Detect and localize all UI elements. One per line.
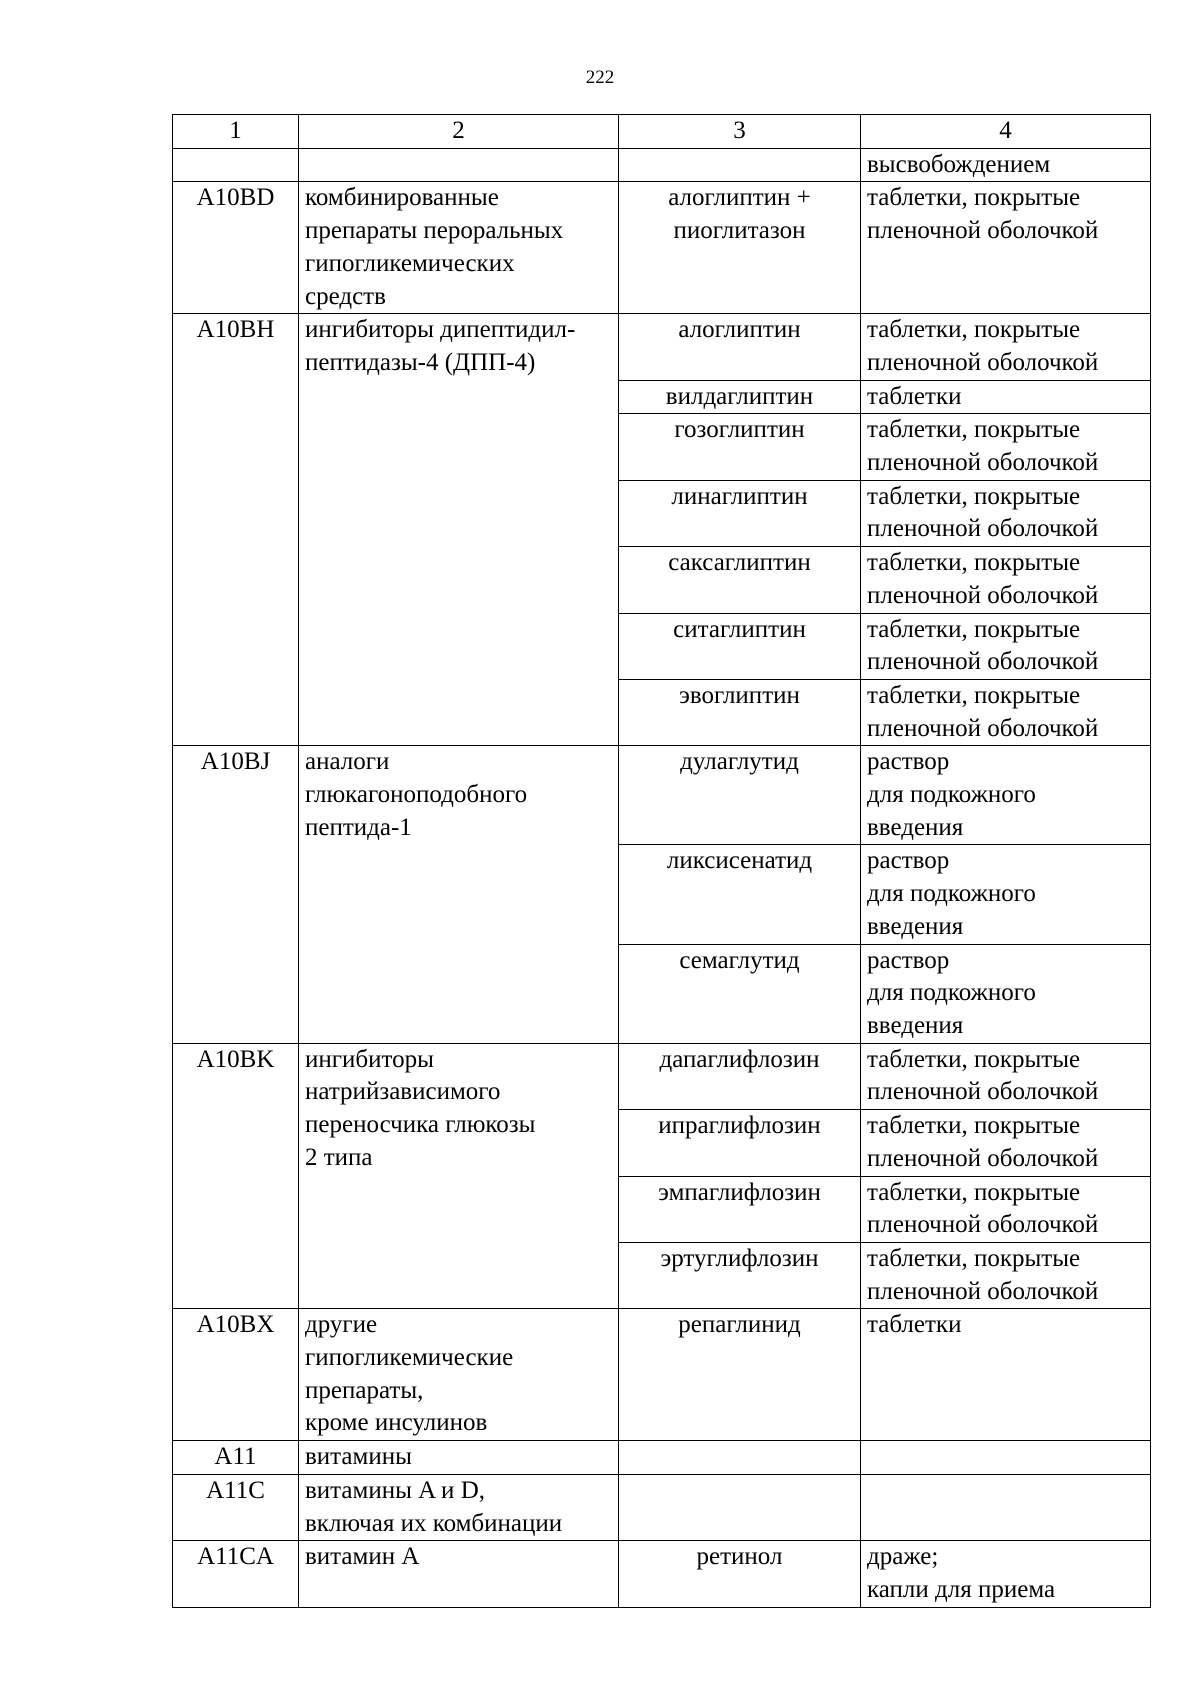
dosage-form-cell <box>861 613 1151 679</box>
atc-code-cell <box>173 746 299 1043</box>
group-name-cell <box>299 1309 619 1441</box>
inn-cell <box>619 182 861 314</box>
group-name-cell <box>299 1441 619 1475</box>
dosage-form-cell <box>861 1541 1151 1607</box>
dosage-form-cell <box>861 679 1151 745</box>
dosage-form-cell-line: высвобождением <box>867 150 1051 178</box>
dosage-form-cell-line: пленочной оболочкой <box>867 1078 1099 1106</box>
dosage-form-cell-line: для подкожного <box>867 979 1036 1007</box>
dosage-form-cell <box>861 380 1151 414</box>
inn-cell <box>619 1441 861 1475</box>
inn-cell <box>619 380 861 414</box>
dosage-form-cell-line: для подкожного <box>867 781 1036 809</box>
atc-code: A10BD <box>196 184 275 212</box>
table-row <box>173 1309 1151 1441</box>
inn-cell <box>619 1242 861 1308</box>
group-name-cell <box>299 148 619 182</box>
atc-code-cell <box>173 1043 299 1309</box>
header-cell-2: 2 <box>299 115 619 149</box>
atc-code-cell <box>173 182 299 314</box>
inn-cell <box>619 1309 861 1441</box>
inn-cell <box>619 944 861 1043</box>
dosage-form-cell-line: для подкожного <box>867 880 1036 908</box>
group-name-cell-line: препараты, <box>305 1376 424 1404</box>
dosage-form-cell-line: введения <box>867 912 964 940</box>
atc-code-cell <box>173 1309 299 1441</box>
dosage-form-cell <box>861 1309 1151 1441</box>
group-name-cell <box>299 182 619 314</box>
inn-cell-line: эвоглиптин <box>679 681 800 709</box>
group-name-cell <box>299 1043 619 1309</box>
dosage-form-cell-line: пленочной оболочкой <box>867 714 1099 742</box>
dosage-form-cell <box>861 845 1151 944</box>
dosage-form-cell <box>861 1441 1151 1475</box>
inn-cell-line: ситаглиптин <box>673 615 806 643</box>
atc-code: A11 <box>214 1443 257 1471</box>
group-name-cell-line: гипогликемические <box>305 1344 514 1372</box>
inn-cell-line: ретинол <box>696 1543 783 1571</box>
group-name-cell-line: комбинированные <box>305 184 499 212</box>
table-row <box>173 1043 1151 1109</box>
dosage-form-cell-line: пленочной оболочкой <box>867 348 1099 376</box>
dosage-form-cell <box>861 314 1151 380</box>
inn-cell-line: семаглутид <box>679 946 800 974</box>
dosage-form-cell <box>861 182 1151 314</box>
inn-cell <box>619 1541 861 1607</box>
inn-cell-line: ликсисенатид <box>666 847 813 875</box>
dosage-form-cell-line: таблетки, покрытые <box>867 549 1081 577</box>
inn-cell <box>619 1474 861 1540</box>
inn-cell <box>619 1176 861 1242</box>
group-name-cell-line: витамины <box>305 1443 412 1471</box>
table-row <box>173 1441 1151 1475</box>
dosage-form-cell-line: раствор <box>867 847 950 875</box>
atc-code-cell <box>173 1541 299 1607</box>
inn-cell <box>619 1043 861 1109</box>
dosage-form-cell-line: таблетки, покрытые <box>867 1112 1081 1140</box>
atc-code-cell <box>173 1441 299 1475</box>
inn-cell <box>619 314 861 380</box>
page-number: 222 <box>585 67 615 88</box>
inn-cell-line: дулаглутид <box>680 748 799 776</box>
header-cell-3: 3 <box>619 115 861 149</box>
group-name-cell-line: включая их комбинации <box>305 1509 563 1537</box>
table-row <box>173 182 1151 314</box>
inn-cell <box>619 547 861 613</box>
atc-code: A11CA <box>197 1543 274 1571</box>
dosage-form-cell-line: таблетки, покрытые <box>867 1045 1081 1073</box>
group-name-cell <box>299 1474 619 1540</box>
inn-cell-line: вилдаглиптин <box>665 382 814 410</box>
inn-cell <box>619 845 861 944</box>
inn-cell-line: алоглиптин <box>678 316 801 344</box>
inn-cell <box>619 746 861 845</box>
group-name-cell-line: глюкагоноподобного <box>305 781 528 809</box>
dosage-form-cell-line: таблетки, покрытые <box>867 1178 1081 1206</box>
group-name-cell-line: пептида-1 <box>305 813 412 841</box>
group-name-cell-line: другие <box>305 1311 378 1339</box>
dosage-form-cell-line: таблетки, покрытые <box>867 1244 1081 1272</box>
dosage-form-cell-line: капли для приема <box>867 1575 1056 1603</box>
table-row <box>173 1474 1151 1540</box>
group-name-cell-line: ингибиторы дипептидил- <box>305 316 576 344</box>
group-name-cell-line: 2 типа <box>305 1143 373 1171</box>
dosage-form-cell <box>861 480 1151 546</box>
atc-code: A11C <box>206 1476 265 1504</box>
inn-cell-line: репаглинид <box>678 1311 801 1339</box>
dosage-form-cell <box>861 944 1151 1043</box>
group-name-cell-line: аналоги <box>305 748 390 776</box>
dosage-form-cell-line: таблетки, покрытые <box>867 316 1081 344</box>
group-name-cell <box>299 314 619 746</box>
drug-table <box>172 114 1151 1608</box>
header-cell-1: 1 <box>173 115 299 149</box>
dosage-form-cell-line: пленочной оболочкой <box>867 648 1099 676</box>
atc-code: A10BJ <box>200 748 271 776</box>
dosage-form-cell-line: таблетки, покрытые <box>867 615 1081 643</box>
atc-code: A10BK <box>196 1045 275 1073</box>
atc-code: A10BH <box>196 316 275 344</box>
dosage-form-cell-line: пленочной оболочкой <box>867 1277 1099 1305</box>
group-name-cell-line: натрийзависимого <box>305 1078 501 1106</box>
dosage-form-cell-line: пленочной оболочкой <box>867 581 1099 609</box>
inn-cell-line: дапаглифлозин <box>659 1045 820 1073</box>
dosage-form-cell <box>861 1242 1151 1308</box>
inn-cell <box>619 679 861 745</box>
inn-cell <box>619 414 861 480</box>
group-name-cell <box>299 746 619 1043</box>
dosage-form-cell-line: введения <box>867 813 964 841</box>
dosage-form-cell-line: раствор <box>867 946 950 974</box>
atc-code-cell <box>173 148 299 182</box>
dosage-form-cell <box>861 414 1151 480</box>
dosage-form-cell <box>861 1176 1151 1242</box>
group-name-cell-line: препараты пероральных <box>305 217 564 245</box>
dosage-form-cell-line: таблетки, покрытые <box>867 482 1081 510</box>
table-row <box>173 314 1151 380</box>
dosage-form-cell-line: таблетки <box>867 382 962 410</box>
dosage-form-cell <box>861 1110 1151 1176</box>
dosage-form-cell-line: таблетки, покрытые <box>867 184 1081 212</box>
dosage-form-cell <box>861 746 1151 845</box>
atc-code-cell <box>173 1474 299 1540</box>
atc-code: A10BX <box>196 1311 275 1339</box>
group-name-cell-line: кроме инсулинов <box>305 1409 488 1437</box>
dosage-form-cell <box>861 148 1151 182</box>
group-name-cell-line: ингибиторы <box>305 1045 434 1073</box>
inn-cell-line: линаглиптин <box>671 482 808 510</box>
dosage-form-cell <box>861 547 1151 613</box>
group-name-cell-line: витамин A <box>305 1543 420 1571</box>
group-name-cell-line: переносчика глюкозы <box>305 1111 536 1139</box>
inn-cell <box>619 480 861 546</box>
table-row <box>173 746 1151 845</box>
dosage-form-cell <box>861 1474 1151 1540</box>
group-name-cell-line: гипогликемических <box>305 249 515 277</box>
dosage-form-cell-line: пленочной оболочкой <box>867 217 1099 245</box>
group-name-cell-line: пептидазы-4 (ДПП-4) <box>305 348 536 376</box>
group-name-cell-line: средств <box>305 282 386 310</box>
dosage-form-cell-line: таблетки, покрытые <box>867 416 1081 444</box>
dosage-form-cell-line: раствор <box>867 748 950 776</box>
dosage-form-cell-line: пленочной оболочкой <box>867 449 1099 477</box>
dosage-form-cell-line: таблетки, покрытые <box>867 681 1081 709</box>
dosage-form-cell-line: пленочной оболочкой <box>867 1144 1099 1172</box>
table-header-row <box>173 115 1151 149</box>
dosage-form-cell-line: введения <box>867 1011 964 1039</box>
group-name-cell <box>299 1541 619 1607</box>
dosage-form-cell-line: пленочной оболочкой <box>867 1211 1099 1239</box>
inn-cell-line: алоглиптин + <box>668 184 811 212</box>
inn-cell <box>619 613 861 679</box>
table-row <box>173 148 1151 182</box>
dosage-form-cell-line: драже; <box>867 1543 939 1571</box>
inn-cell-line: эртуглифлозин <box>660 1244 819 1272</box>
dosage-form-cell <box>861 1043 1151 1109</box>
inn-cell-line: ипраглифлозин <box>658 1112 821 1140</box>
dosage-form-cell-line: таблетки <box>867 1311 962 1339</box>
inn-cell-line: пиоглитазон <box>673 217 806 245</box>
atc-code-cell <box>173 314 299 746</box>
table-row <box>173 1541 1151 1607</box>
header-cell-4: 4 <box>861 115 1151 149</box>
dosage-form-cell-line: пленочной оболочкой <box>867 515 1099 543</box>
inn-cell-line: саксаглиптин <box>668 549 811 577</box>
inn-cell <box>619 1110 861 1176</box>
group-name-cell-line: витамины A и D, <box>305 1476 485 1504</box>
inn-cell-line: эмпаглифлозин <box>658 1178 821 1206</box>
inn-cell-line: гозоглиптин <box>674 416 805 444</box>
inn-cell <box>619 148 861 182</box>
